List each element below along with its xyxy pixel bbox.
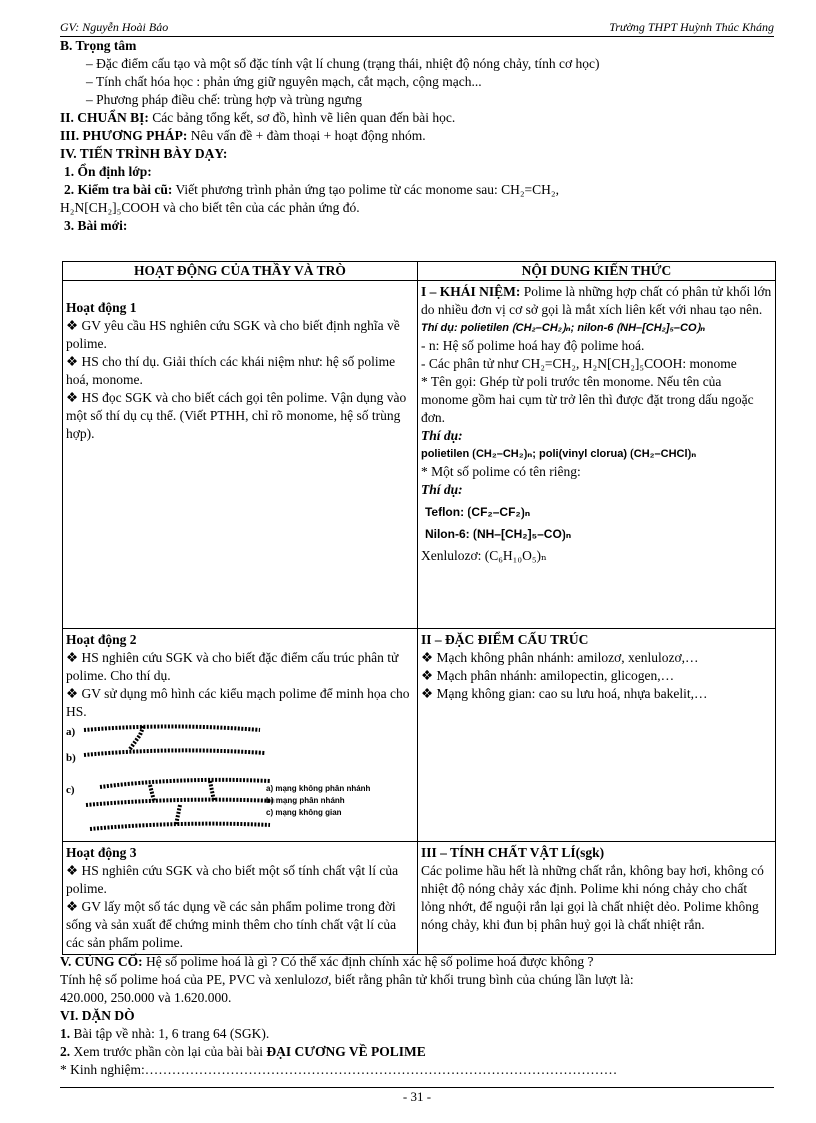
- step-3: 3. Bài mới:: [64, 218, 128, 233]
- concept-line: - Các phân tử như CH₂=CH₂, H₂N[CH₂]₅COOH: monome: [420, 356, 737, 371]
- chain-label: c): [66, 784, 75, 796]
- example-label-2: Thí dụ:: [420, 482, 463, 497]
- nilon-formula: Nilon-6: ⟮NH–[CH₂]₅–CO⟯ₙ: [424, 527, 572, 541]
- school-name: Trường THPT Huỳnh Thúc Kháng: [609, 20, 774, 34]
- section-ii-text: Các bảng tổng kết, sơ đồ, hình vẽ liên quan đến bài học.: [148, 110, 456, 125]
- concept-title: I – KHÁI NIỆM:: [420, 284, 521, 299]
- vi-item-text: Xem trước phần còn lại của bài bài: [70, 1044, 267, 1059]
- special-names: * Một số polime có tên riêng:: [420, 464, 581, 479]
- activity-title: Hoạt động 1: [66, 300, 137, 315]
- section-vi-label: VI. DẶN DÒ: [60, 1008, 135, 1023]
- page-header: [60, 20, 774, 37]
- concept-line: - n: Hệ số polime hoá hay độ polime hoá.: [420, 338, 645, 353]
- xenlulozo-formula: Xenlulozơ: (C₆H₁₀O₅)ₙ: [420, 548, 547, 563]
- section-ii-label: II. CHUẨN BỊ:: [60, 110, 149, 125]
- section-v-label: V. CỦNG CỐ:: [60, 954, 143, 969]
- example-formula-2: polietilen ⟮CH₂–CH₂⟯ₙ; poli(vinyl clorua) ⟮CH₂–CHCl⟯ₙ: [420, 448, 697, 460]
- page-number: - 31 -: [60, 1087, 774, 1104]
- activity-title: Hoạt động 3: [66, 845, 137, 860]
- lesson-table: [62, 261, 776, 955]
- vi-item-number: 1.: [60, 1026, 71, 1041]
- structure-line: ❖ Mạch không phân nhánh: amilozơ, xenlulozơ,…: [420, 650, 699, 665]
- table-row: [63, 281, 776, 629]
- activity-line: ❖ HS nghiên cứu SGK và cho biết đặc điểm cấu trúc phân tử polime. Cho thí dụ.: [66, 650, 399, 683]
- step-2-text-cont: H₂N[CH₂]₅COOH và cho biết tên của các phản ứng đó.: [60, 200, 360, 215]
- activity-line: ❖ GV yêu cầu HS nghiên cứu SGK và cho biết định nghĩa về polime.: [66, 318, 400, 351]
- section-v-text: Hệ số polime hoá là gì ? Có thể xác định chính xác hệ số polime hoá được không ?: [142, 954, 594, 969]
- vi-item-lesson: ĐẠI CƯƠNG VỀ POLIME: [266, 1044, 426, 1059]
- polymer-chain-diagram: [66, 721, 414, 839]
- table-head-left: HOẠT ĐỘNG CỦA THẦY VÀ TRÒ: [63, 262, 418, 281]
- chain-legend: [266, 783, 370, 819]
- activity-line: ❖ GV sử dụng mô hình các kiểu mạch polime để minh họa cho HS.: [66, 686, 410, 719]
- vi-item-text: Bài tập về nhà: 1, 6 trang 64 (SGK).: [70, 1026, 270, 1041]
- structure-line: ❖ Mạng không gian: cao su lưu hoá, nhựa bakelit,…: [420, 686, 708, 701]
- table-head-right: NỘI DUNG KIẾN THỨC: [417, 262, 775, 281]
- experience-line: * Kinh nghiệm:……………………………………………………………………………………………: [60, 1062, 618, 1077]
- legend-item: b) mạng phân nhánh: [266, 796, 345, 805]
- step-2-text: Viết phương trình phản ứng tạo polime từ các monome sau: CH₂=CH₂,: [172, 182, 559, 197]
- section-iii-label: III. PHƯƠNG PHÁP:: [60, 128, 188, 143]
- section-iii-text: Nêu vấn đề + đàm thoại + hoạt động nhóm.: [187, 128, 426, 143]
- lesson-intro: [60, 37, 780, 235]
- lesson-closing: [60, 953, 780, 1079]
- chain-label: b): [66, 752, 76, 764]
- activity-title: Hoạt động 2: [66, 632, 137, 647]
- structure-title: II – ĐẶC ĐIỂM CẤU TRÚC: [420, 632, 589, 647]
- section-iv-label: IV. TIẾN TRÌNH BÀY DẠY:: [60, 146, 228, 161]
- chain-drawing: [80, 721, 280, 839]
- structure-line: ❖ Mạch phân nhánh: amilopectin, glicogen,…: [420, 668, 675, 683]
- table-row: [63, 629, 776, 842]
- section-v-line: Tính hệ số polime hoá của PE, PVC và xenlulozơ, biết rằng phân tử khối trung bình của chúng lần lượt là:: [60, 972, 634, 987]
- legend-item: a) mạng không phân nhánh: [266, 784, 371, 793]
- activity-line: ❖ HS đọc SGK và cho biết cách gọi tên polime. Vận dụng vào một số thí dụ cụ thể. (Viết PTHH, chỉ rõ monome, hệ số trùng hợp).: [66, 390, 407, 441]
- step-2-label: 2. Kiểm tra bài cũ:: [64, 182, 173, 197]
- teflon-formula: Teflon: ⟮CF₂–CF₂⟯ₙ: [424, 505, 531, 519]
- activity-line: ❖ HS nghiên cứu SGK và cho biết một số tính chất vật lí của polime.: [66, 863, 399, 896]
- legend-item: c) mạng không gian: [266, 808, 342, 817]
- focus-item: – Đặc điểm cấu tạo và một số đặc tính vật lí chung (trạng thái, nhiệt độ nóng chảy, tính cơ học): [86, 56, 600, 71]
- activity-line: ❖ HS cho thí dụ. Giải thích các khái niệm như: hệ số polime hoá, monome.: [66, 354, 396, 387]
- example-formula-1: Thí dụ: polietilen ⟮CH₂–CH₂⟯ₙ; nilon-6 ⟮NH–[CH₂]₅–CO⟯ₙ: [420, 322, 706, 334]
- activity-line: ❖ GV lấy một số tác dụng về các sản phẩm polime trong đời sống và sản xuất để chứng minh thêm cho tính chất vật lí của các sản phẩm polime.: [66, 899, 397, 950]
- physical-text: Các polime hầu hết là những chất rắn, không bay hơi, không có nhiệt độ nóng chảy xác định. Polime khi nóng chảy cho chất lỏng nhớt, để nguội rắn lại gọi là chất nhiệt dẻo. Polime không nóng chảy, khi đun bị phân huỷ gọi là chất nhiệt rắn.: [420, 863, 764, 932]
- table-row: [63, 842, 776, 955]
- vi-item-number: 2.: [60, 1044, 71, 1059]
- section-b-title: B. Trọng tâm: [60, 38, 137, 53]
- section-v-line: 420.000, 250.000 và 1.620.000.: [60, 990, 232, 1005]
- physical-title: III – TÍNH CHẤT VẬT LÍ(sgk): [420, 845, 605, 860]
- chain-label: a): [66, 726, 76, 738]
- focus-item: – Phương pháp điều chế: trùng hợp và trùng ngưng: [86, 92, 362, 107]
- step-1: 1. Ổn định lớp:: [64, 164, 152, 179]
- concept-line: * Tên gọi: Ghép từ poli trước tên monome. Nếu tên của monome gồm hai cụm từ trở lên thì được đặt trong dấu ngoặc đơn.: [420, 374, 754, 425]
- concept-definition: Polime là những hợp chất có phân tử khối lớn do nhiều đơn vị cơ sở gọi là mắt xích liên kết với nhau tạo nên.: [420, 284, 772, 317]
- focus-item: – Tính chất hóa học : phản ứng giữ nguyên mạch, cắt mạch, cộng mạch...: [86, 74, 482, 89]
- teacher-name: GV: Nguyễn Hoài Bảo: [60, 20, 169, 34]
- example-label: Thí dụ:: [420, 428, 463, 443]
